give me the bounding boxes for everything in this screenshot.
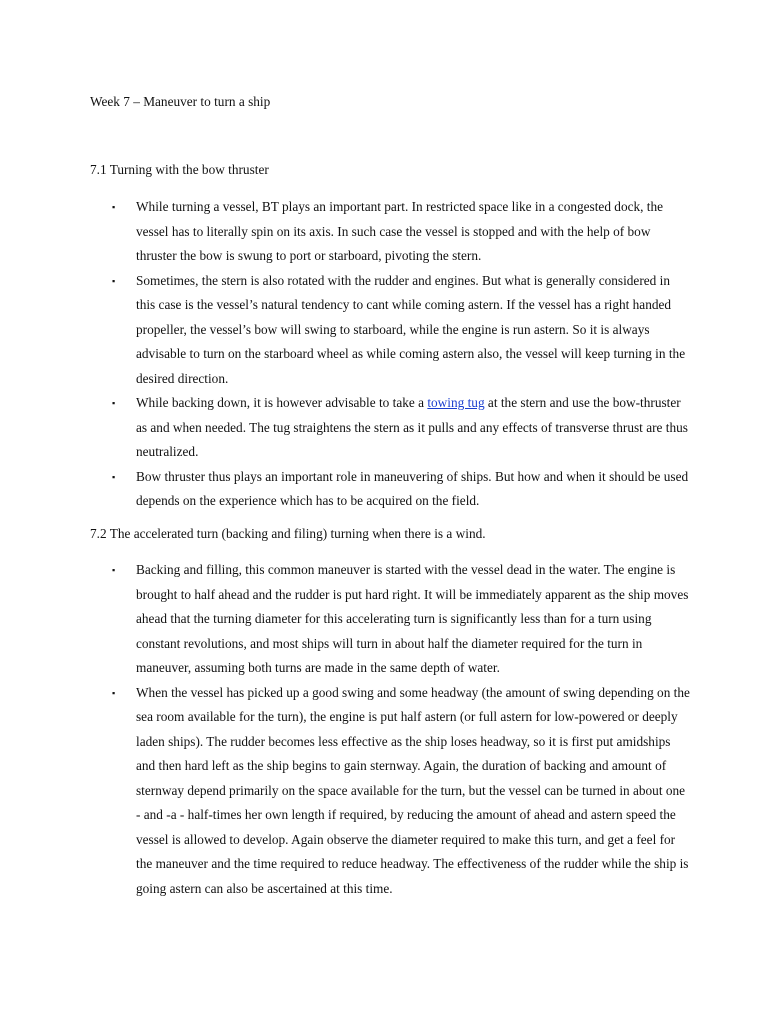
list-item-text: Backing and filling, this common maneuver is started with the vessel dead in the water. The engine is brought to half ahead and the rudder is put hard right. It will be immediately apparent as the ship moves ahead that the turning diameter for this accelerating turn is significantly less than for a turn using constant revolutions, and most ships will turn in about half the diameter required for the turn in maneuver, assuming both turns are made in the same depth of water.: [136, 562, 689, 675]
list-item-text: While turning a vessel, BT plays an important part. In restricted space like in a congested dock, the vessel has to literally spin on its axis. In such case the vessel is stopped and with the help of bow thruster the bow is swung to port or starboard, pivoting the stern.: [136, 199, 664, 263]
list-item: [90, 465, 690, 514]
bullet-icon: ▪: [112, 687, 116, 698]
bullet-icon: ▪: [112, 565, 116, 575]
towing-tug-link[interactable]: towing tug: [427, 395, 485, 410]
accelerated-turn-bullet-list: [90, 558, 690, 901]
list-item-text-before-link: While backing down, it is however advisable to take a: [136, 395, 428, 410]
list-item: [90, 269, 690, 392]
list-item-text-after-link: at the stern and use the bow-thruster as and when needed. The tug straightens the stern as it pulls and any effects of transverse thrust are thus neutralized.: [136, 395, 688, 459]
list-item: [90, 195, 690, 269]
list-item-text: Bow thruster thus plays an important role in maneuvering of ships. But how and when it should be used depends on the experience which has to be acquired on the field.: [136, 468, 689, 508]
bullet-icon: ▪: [112, 275, 116, 286]
bullet-icon: ▪: [112, 202, 116, 212]
bullet-icon: ▪: [112, 398, 116, 408]
list-item-text: When the vessel has picked up a good swing and some headway (the amount of swing depending on the sea room available for the turn), the engine is put half astern (or full astern for low-powered or deeply laden ships). The rudder becomes less effective as the ship loses headway, so it is first put amidships and then hard left as the ship begins to gain sternway. Again, the duration of backing and amount of sternway depend primarily on the space available for the turn, but the vessel can be turned in about one - and -a - half-times her own length if required, by reducing the amount of ahead and astern speed the vessel is allowed to develop. Again observe the diameter required to make this turn, and get a feel for the maneuver and the time required to reduce headway. The effectiveness of the rudder while the ship is going astern can also be ascertained at this time.: [136, 684, 690, 896]
list-item-text: Sometimes, the stern is also rotated with the rudder and engines. But what is generally considered in this case is the vessel’s natural tendency to cant while coming astern. If the vessel has a right handed propeller, the vessel’s bow will swing to starboard, while the engine is run astern. So it is always advisable to turn on the starboard wheel as while coming astern also, the vessel will keep turning in the desired direction.: [136, 272, 686, 386]
list-item: [90, 391, 690, 465]
bow-thruster-bullet-list: [90, 195, 690, 514]
section-heading-bow-thruster: 7.1 Turning with the bow thruster: [90, 162, 269, 177]
section-heading-accelerated-turn: 7.2 The accelerated turn (backing and filing) turning when there is a wind.: [90, 526, 486, 541]
list-item: [90, 558, 690, 681]
page-title: Week 7 – Maneuver to turn a ship: [90, 94, 271, 109]
bullet-icon: ▪: [112, 471, 116, 482]
list-item: [90, 681, 690, 902]
